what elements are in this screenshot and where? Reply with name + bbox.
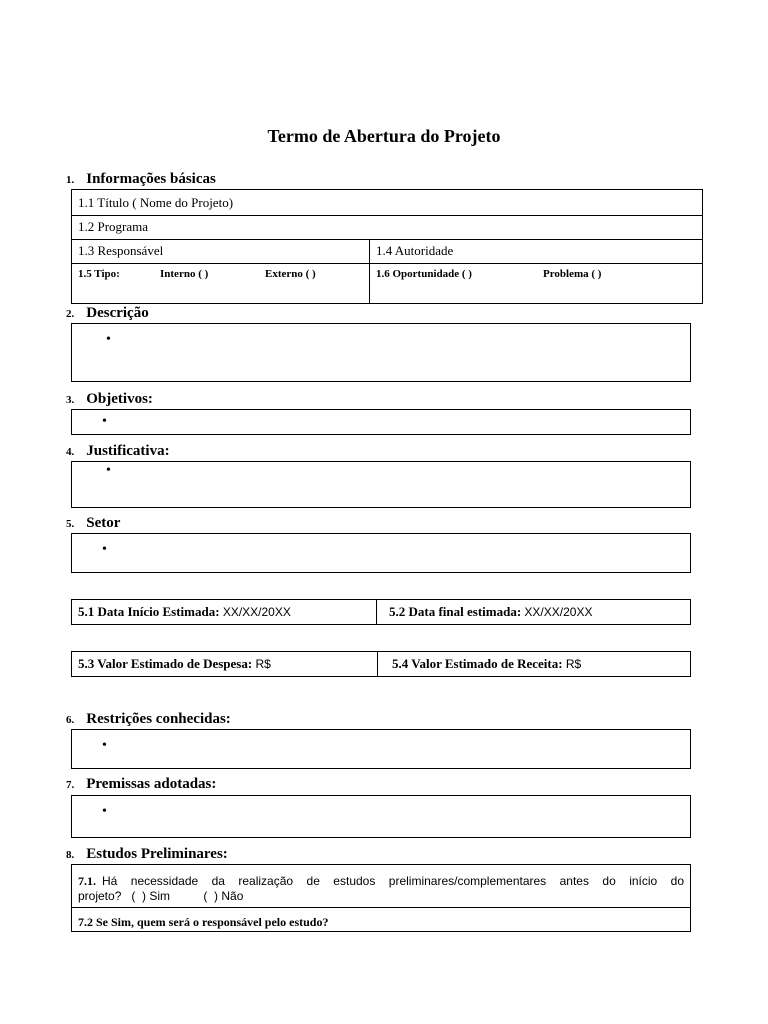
titulo-label: 1.1 Título ( Nome do Projeto) bbox=[78, 195, 234, 210]
autoridade-label: 1.4 Autoridade bbox=[376, 243, 454, 258]
data-final-label: 5.2 Data final estimada: bbox=[389, 604, 522, 619]
restricoes-box[interactable] bbox=[71, 729, 691, 769]
section-label: Estudos Preliminares: bbox=[86, 846, 228, 862]
section-label: Premissas adotadas: bbox=[86, 776, 217, 792]
section-2-heading bbox=[66, 305, 149, 322]
basic-info-table bbox=[71, 189, 703, 304]
estudos-q2[interactable]: 7.2 Se Sim, quem será o responsável pelo estudo? bbox=[78, 915, 329, 929]
list-bullet: • bbox=[102, 804, 107, 819]
descricao-box[interactable] bbox=[71, 323, 691, 382]
section-6-heading bbox=[66, 711, 231, 728]
estudos-q1-row bbox=[72, 865, 690, 908]
section-number: 8. bbox=[66, 849, 75, 861]
tipo-label: 1.5 Tipo: bbox=[78, 268, 120, 280]
section-number: 7. bbox=[66, 779, 75, 791]
estudos-q1[interactable] bbox=[78, 874, 684, 904]
cell-divider bbox=[377, 652, 378, 676]
data-inicio-value: XX/XX/20XX bbox=[222, 605, 291, 619]
cell-divider bbox=[369, 239, 370, 263]
section-label: Justificativa: bbox=[86, 443, 170, 459]
section-8-heading bbox=[66, 846, 228, 863]
objetivos-box[interactable] bbox=[71, 409, 691, 435]
q1-text-line2: projeto? ( ) Sim ( ) Não bbox=[78, 889, 244, 903]
despesa-field[interactable] bbox=[78, 656, 271, 672]
section-label: Informações básicas bbox=[86, 171, 216, 187]
q1-text-line1: Há necessidade da realização de estudos preliminares/complementares antes do início do bbox=[102, 874, 684, 888]
estudos-table bbox=[71, 864, 691, 932]
section-number: 5. bbox=[66, 518, 75, 530]
receita-value: R$ bbox=[565, 657, 582, 671]
list-bullet: • bbox=[102, 738, 107, 753]
section-label: Descrição bbox=[86, 305, 149, 321]
cell-divider bbox=[376, 600, 377, 624]
section-number: 1. bbox=[66, 174, 75, 186]
list-bullet: • bbox=[106, 332, 111, 347]
page-title: Termo de Abertura do Projeto bbox=[267, 126, 501, 146]
section-number: 4. bbox=[66, 446, 75, 458]
section-label: Setor bbox=[86, 515, 121, 531]
section-number: 6. bbox=[66, 714, 75, 726]
section-4-heading bbox=[66, 443, 170, 460]
section-7-heading bbox=[66, 776, 216, 793]
dates-table bbox=[71, 599, 691, 625]
q1-number: 7.1. bbox=[78, 874, 96, 888]
data-inicio-field[interactable] bbox=[78, 604, 291, 620]
receita-field[interactable] bbox=[392, 656, 581, 672]
despesa-value: R$ bbox=[255, 657, 271, 671]
cell-divider bbox=[369, 263, 370, 303]
interno-option[interactable]: Interno ( ) bbox=[160, 268, 209, 280]
programa-label: 1.2 Programa bbox=[78, 219, 149, 234]
section-5-heading bbox=[66, 515, 120, 532]
row-responsavel bbox=[72, 239, 702, 264]
data-final-field[interactable] bbox=[389, 604, 592, 620]
externo-option[interactable]: Externo ( ) bbox=[265, 268, 316, 280]
data-final-value: XX/XX/20XX bbox=[524, 605, 593, 619]
responsavel-label: 1.3 Responsável bbox=[78, 243, 164, 258]
section-number: 3. bbox=[66, 394, 75, 406]
section-3-heading bbox=[66, 391, 153, 408]
list-bullet: • bbox=[106, 463, 111, 478]
receita-label: 5.4 Valor Estimado de Receita: bbox=[392, 656, 563, 671]
section-1-heading bbox=[66, 171, 216, 188]
list-bullet: • bbox=[102, 542, 107, 557]
oportunidade-option[interactable]: 1.6 Oportunidade ( ) bbox=[376, 268, 472, 280]
row-programa bbox=[72, 215, 702, 240]
problema-option[interactable]: Problema ( ) bbox=[543, 268, 602, 280]
row-tipo bbox=[72, 263, 702, 303]
estudos-q1-line1 bbox=[78, 874, 684, 889]
section-number: 2. bbox=[66, 308, 75, 320]
section-label: Objetivos: bbox=[86, 391, 153, 407]
values-table bbox=[71, 651, 691, 677]
list-bullet: • bbox=[102, 414, 107, 429]
setor-box[interactable] bbox=[71, 533, 691, 573]
despesa-label: 5.3 Valor Estimado de Despesa: bbox=[78, 656, 253, 671]
premissas-box[interactable] bbox=[71, 795, 691, 838]
data-inicio-label: 5.1 Data Início Estimada: bbox=[78, 604, 220, 619]
row-titulo bbox=[72, 190, 702, 216]
section-label: Restrições conhecidas: bbox=[86, 711, 231, 727]
justificativa-box[interactable] bbox=[71, 461, 691, 508]
